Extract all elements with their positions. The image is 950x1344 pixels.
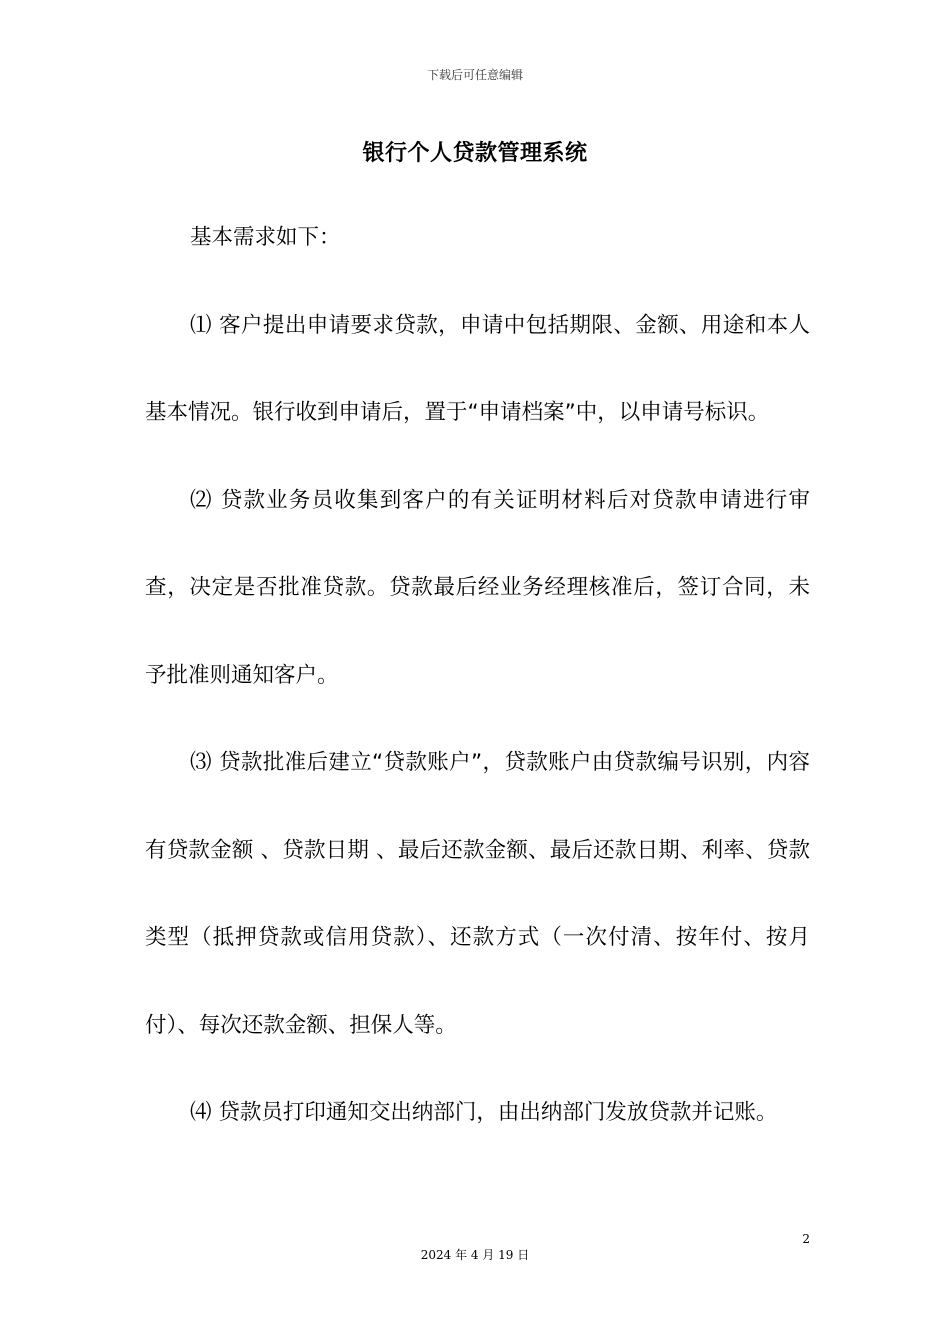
document-title: 银行个人贷款管理系统	[362, 141, 588, 166]
paragraph-requirement-4: ⑷ 贷款员打印通知交出纳部门，由出纳部门发放贷款并记账。	[190, 1100, 778, 1125]
page-number: 2	[802, 1232, 810, 1246]
paragraph-requirement-3: ⑶ 贷款批准后建立“贷款账户”，贷款账户由贷款编号识别，内容有贷款金额 、贷款日期 、最后还款金额、最后还款日期、利率、贷款类型（抵押贷款或信用贷款）、还款方式（一次付清、按年付、按月付）、每次还款金额、担保人等。	[145, 750, 810, 1038]
paragraph-requirement-2: ⑵ 贷款业务员收集到客户的有关证明材料后对贷款申请进行审查，决定是否批准贷款。贷款最后经业务经理核准后，签订合同，未予批准则通知客户。	[145, 487, 810, 688]
paragraph-intro: 基本需求如下：	[190, 225, 341, 250]
header-note: 下载后可任意编辑	[426, 68, 523, 82]
document-body	[145, 194, 810, 1157]
paragraph-requirement-1: ⑴ 客户提出申请要求贷款，申请中包括期限、金额、用途和本人基本情况。银行收到申请后，置于“申请档案”中，以申请号标识。	[145, 312, 810, 425]
footer-date: 2024 年 4 月 19 日	[420, 1248, 530, 1262]
